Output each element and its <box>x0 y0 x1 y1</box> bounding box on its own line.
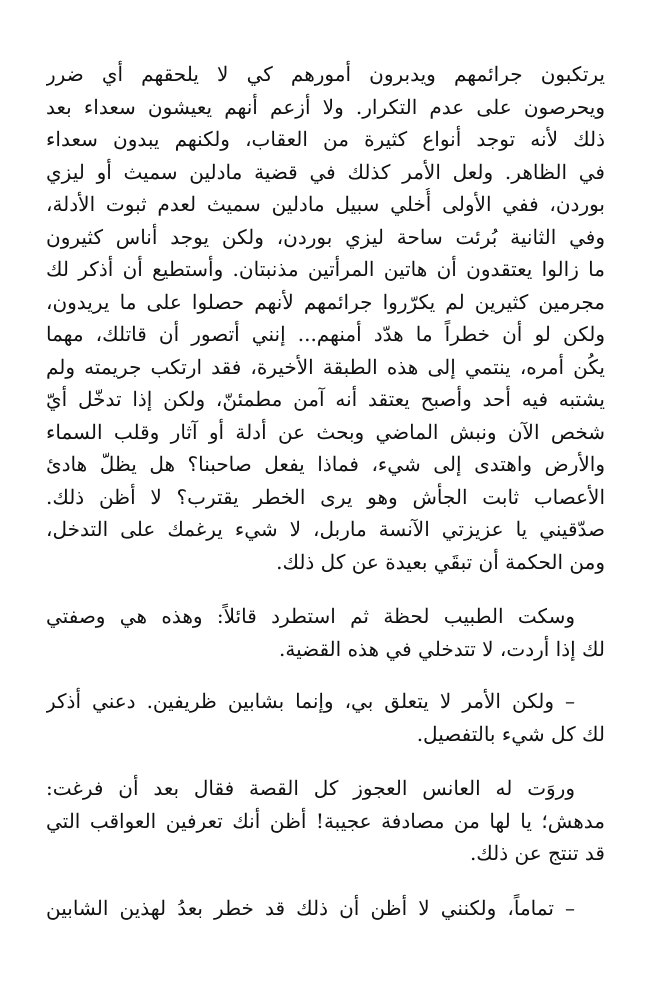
text-line: وروَت له العانس العجوز كل القصة فقال بعد أن فرغت: <box>46 776 575 800</box>
text-line: ولكن لو أن خطراً ما هدّد أمنهم... إنني أتصور أن قاتلك، مهما <box>46 322 605 346</box>
paragraph-2 <box>46 600 605 665</box>
text-line: ذلك لأنه توجد أنواع كثيرة من العقاب، ولكنهم يبدون سعداء <box>46 127 605 151</box>
text-line: مدهش؛ يا لها من مصادفة عجيبة! أظن أنك تعرفين العواقب التي <box>46 808 605 833</box>
text-line: في الظاهر. ولعل الأمر كذلك في قضية مادلين سميث أو ليزي <box>46 159 605 184</box>
text-line: بوردن، ففي الأولى أُخلي سبيل مادلين سميث لعدم ثبوت الأدلة، <box>46 192 605 216</box>
text-line: – تماماً، ولكنني لا أظن أن ذلك قد خطر بعدُ لهذين الشابين <box>46 895 575 920</box>
text-line: الأعصاب ثابت الجأش وهو يرى الخطر يقترب؟ لا أظن ذلك. <box>46 484 605 509</box>
text-line: ومن الحكمة أن تبقَي بعيدة عن كل ذلك. <box>276 549 605 574</box>
text-line: لك إذا أردت، لا تتدخلي في هذه القضية. <box>278 636 605 661</box>
text-line: وفي الثانية بُرئت ساحة ليزي بوردن، ولكن يوجد أناس كثيرون <box>46 224 605 249</box>
paragraph-1 <box>46 58 605 578</box>
paragraph-3 <box>46 685 605 750</box>
paragraph-5 <box>46 892 605 925</box>
paragraph-4 <box>46 772 605 870</box>
text-line: قد تنتج عن ذلك. <box>469 841 605 865</box>
text-line: – ولكن الأمر لا يتعلق بي، وإنما بشابين ظريفين. دعني أذكر <box>46 689 575 713</box>
text-line: يشتبه فيه أحد وأصبح يعتقد أنه آمن مطمئنّ، ولكن إذا تدخّل أيّ <box>46 387 605 411</box>
text-line: لك كل شيء بالتفصيل. <box>416 721 605 746</box>
text-line: شخص الآن ونبش الماضي وبحث عن أدلة أو آثار وقلب السماء <box>46 419 605 444</box>
text-line: يكُن أمره، ينتمي إلى هذه الطبقة الأخيرة، فقد ارتكب جريمته ولم <box>46 354 605 379</box>
text-line: والأرض واهتدى إلى شيء، فماذا يفعل صاحبنا؟ هل يظلّ هادئ <box>46 452 605 476</box>
text-line: ويحرصون على عدم التكرار. ولا أزعم أنهم يعيشون سعداء بعد <box>46 94 605 119</box>
text-line: ما زالوا يعتقدون أن هاتين المرأتين مذنبتان. وأستطيع أن أذكر لك <box>46 257 605 281</box>
text-line: يرتكبون جرائمهم ويدبرون أمورهم كي لا يلحقهم أي ضرر <box>46 62 605 86</box>
text-line: صدّقيني يا عزيزتي الآنسة ماربل، لا شيء يرغمك على التدخل، <box>46 517 605 541</box>
text-line: وسكت الطبيب لحظة ثم استطرد قائلاً: وهذه هي وصفتي <box>46 604 575 628</box>
text-line: مجرمين كثيرين لم يكرّروا جرائمهم لأنهم حصلوا على ما يريدون، <box>46 289 605 314</box>
